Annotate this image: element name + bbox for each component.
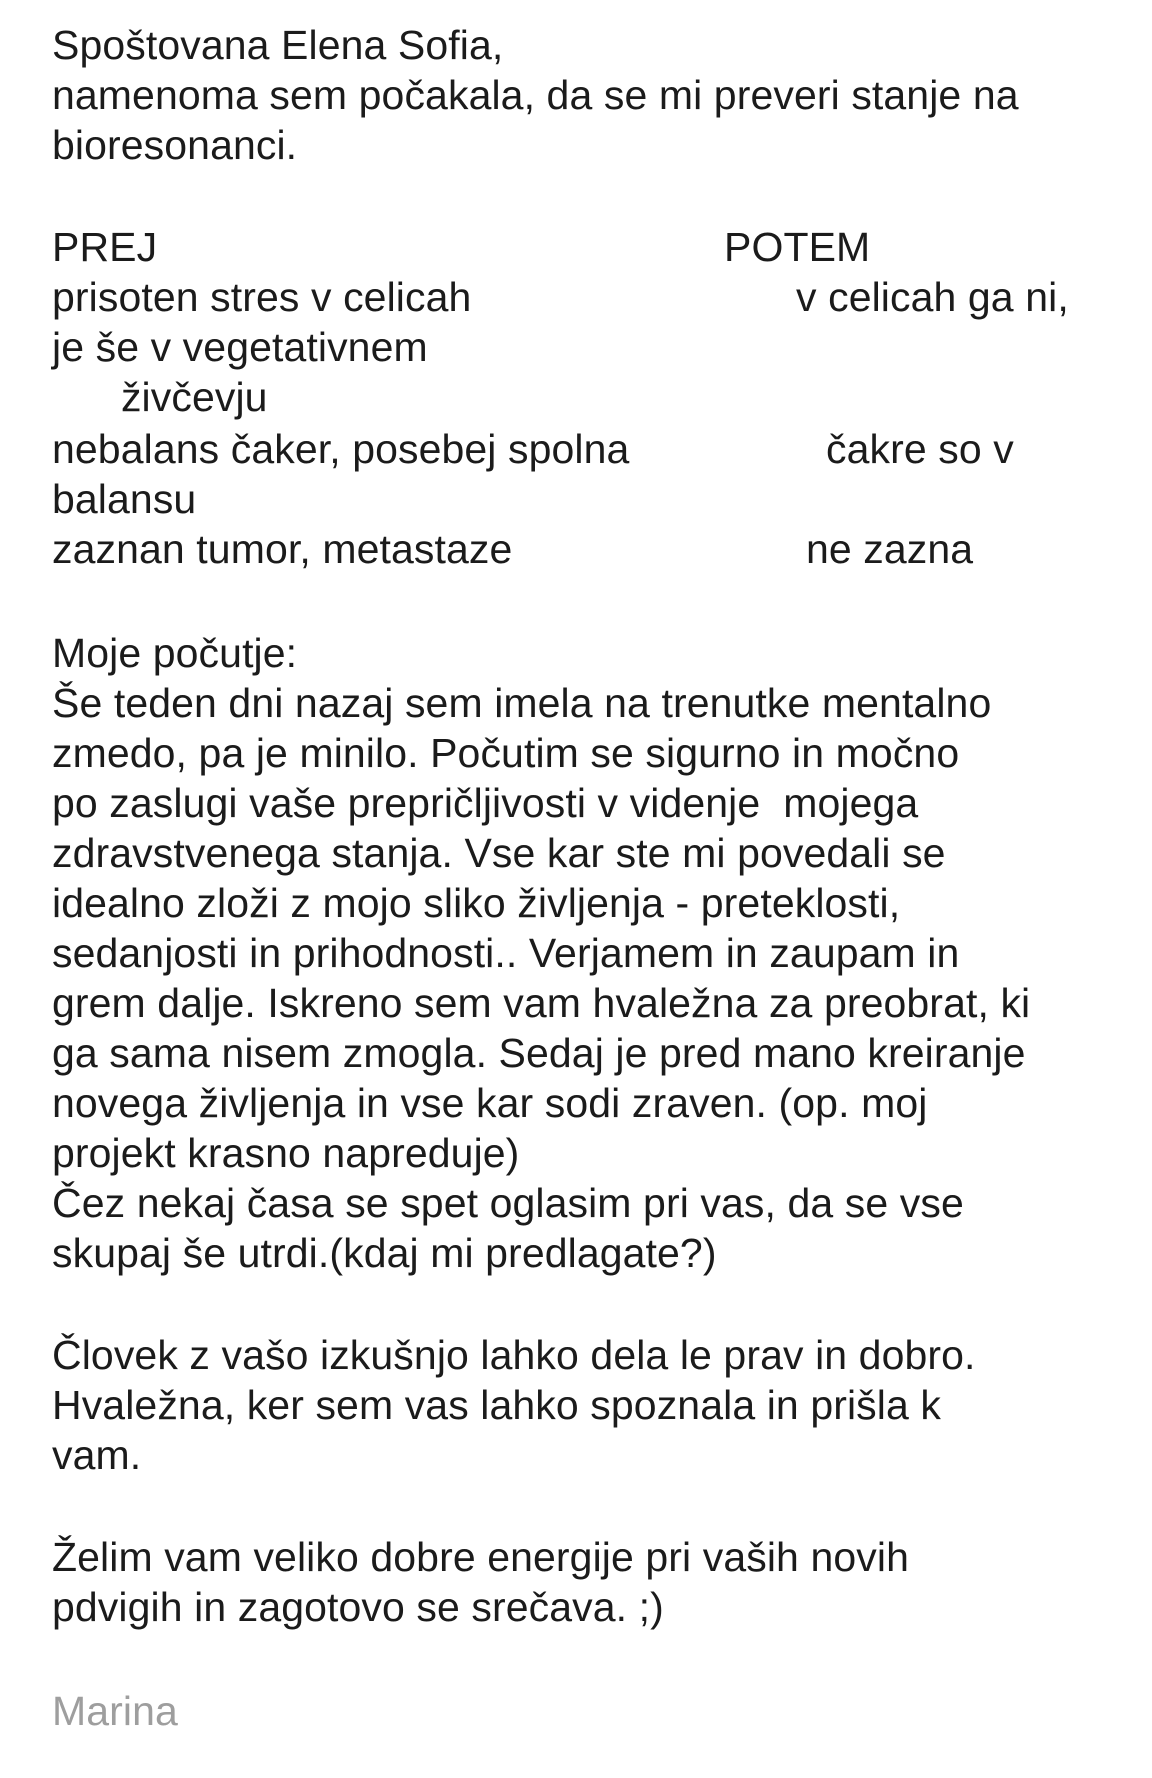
after-text: čakre so v	[826, 426, 1014, 472]
experience-line: vam.	[52, 1432, 142, 1478]
wish-line: pdvigih in zagotovo se srečava. ;)	[52, 1584, 664, 1630]
greeting: Spoštovana Elena Sofia,	[52, 22, 504, 68]
feeling-line: Še teden dni nazaj sem imela na trenutke mentalno	[52, 680, 992, 726]
before-text: prisoten stres v celicah	[52, 274, 472, 320]
experience-line: Človek z vašo izkušnjo lahko dela le prav in dobro.	[52, 1332, 976, 1378]
wish-line: Želim vam veliko dobre energije pri vaših novih	[52, 1534, 909, 1580]
after-text: v celicah ga ni,	[796, 274, 1069, 320]
feeling-line: sedanjosti in prihodnosti.. Verjamem in zaupam in	[52, 930, 960, 976]
signature: Marina	[52, 1688, 178, 1734]
before-text: balansu	[52, 476, 197, 522]
before-text: je še v vegetativnem	[52, 324, 428, 370]
before-text: živčevju	[52, 374, 268, 420]
after-text: ne zazna	[806, 526, 974, 572]
experience-line: Hvaležna, ker sem vas lahko spoznala in prišla k	[52, 1382, 941, 1428]
feeling-line: idealno zloži z mojo sliko življenja - preteklosti,	[52, 880, 901, 926]
feeling-heading: Moje počutje:	[52, 630, 298, 676]
feeling-line: ga sama nisem zmogla. Sedaj je pred mano kreiranje	[52, 1030, 1026, 1076]
feeling-line: zdravstvenega stanja. Vse kar ste mi povedali se	[52, 830, 946, 876]
feeling-line: novega življenja in vse kar sodi zraven. (op. moj	[52, 1080, 928, 1126]
before-text: zaznan tumor, metastaze	[52, 526, 513, 572]
feeling-line: projekt krasno napreduje)	[52, 1130, 520, 1176]
intro-line: bioresonanci.	[52, 122, 298, 168]
feeling-line: grem dalje. Iskreno sem vam hvaležna za preobrat, ki	[52, 980, 1031, 1026]
feeling-line: po zaslugi vaše prepričljivosti v videnje mojega	[52, 780, 919, 826]
after-label: POTEM	[724, 224, 871, 270]
before-label: PREJ	[52, 224, 158, 270]
feeling-line: skupaj še utrdi.(kdaj mi predlagate?)	[52, 1230, 717, 1276]
intro-line: namenoma sem počakala, da se mi preveri stanje na	[52, 72, 1019, 118]
feeling-line: zmedo, pa je minilo. Počutim se sigurno in močno	[52, 730, 960, 776]
feeling-line: Čez nekaj časa se spet oglasim pri vas, da se vse	[52, 1180, 964, 1226]
before-text: nebalans čaker, posebej spolna	[52, 426, 630, 472]
